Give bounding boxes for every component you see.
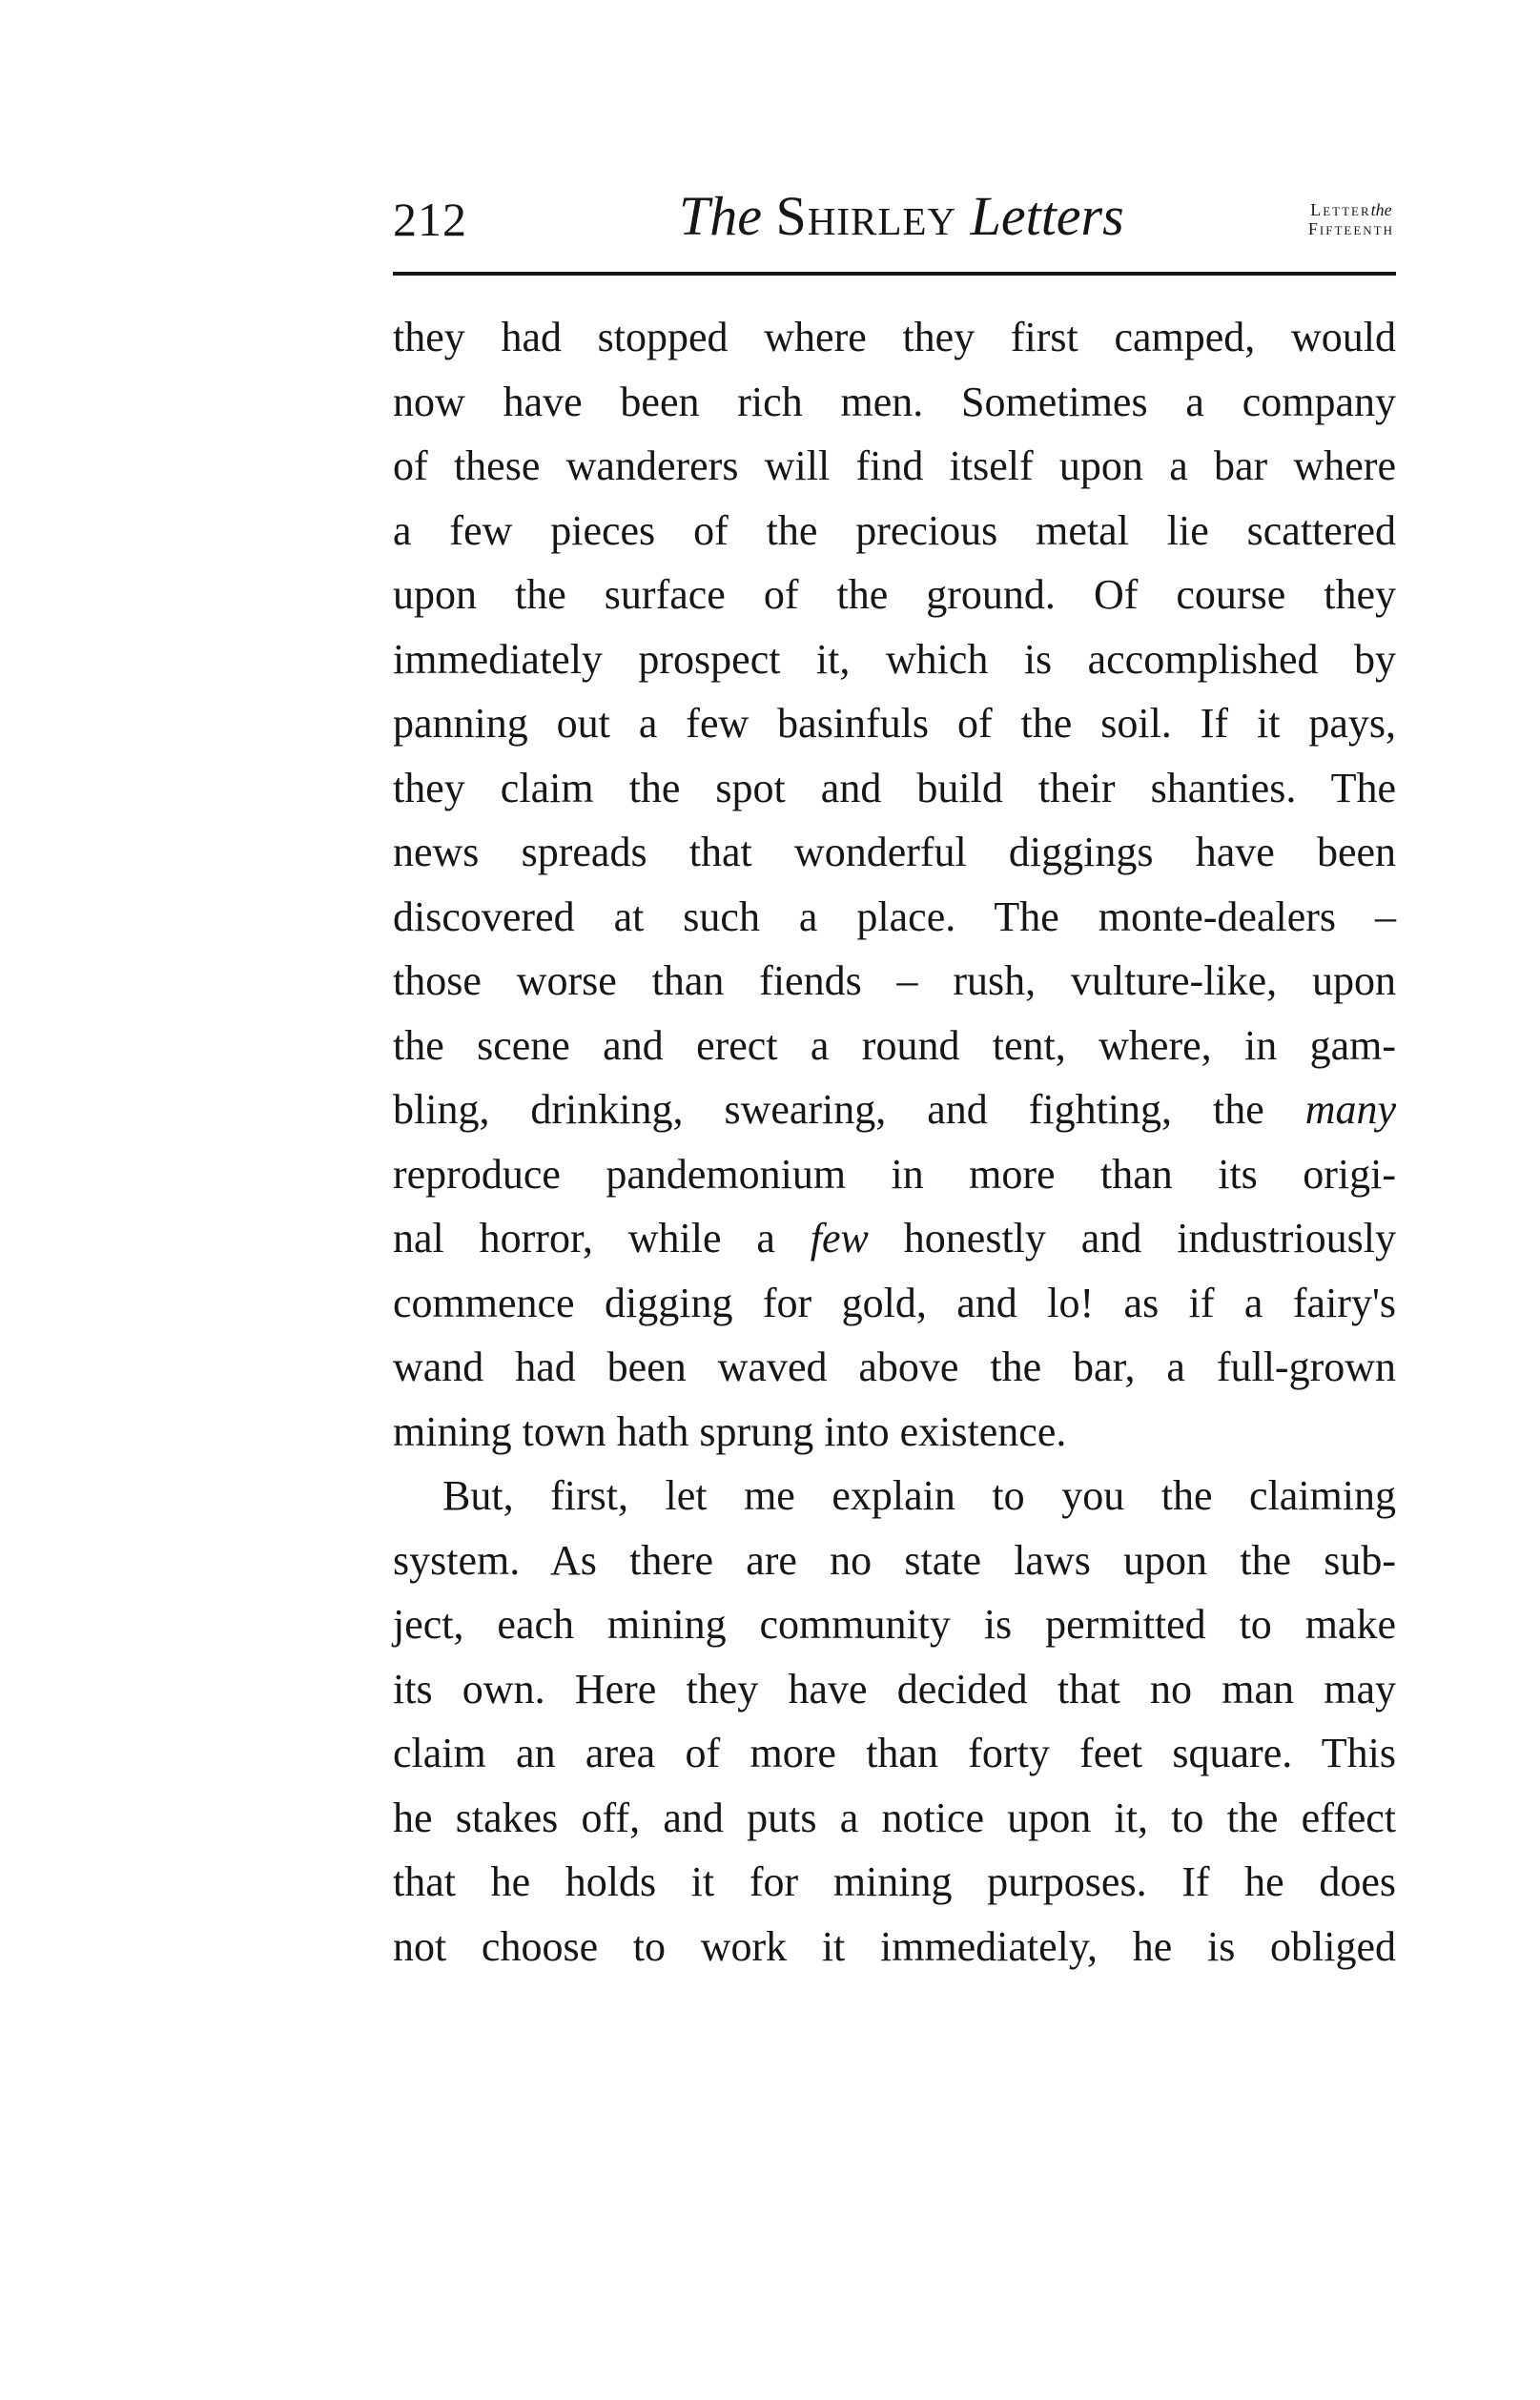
line-text: honestly and industriously <box>868 1215 1396 1262</box>
text-line <box>393 1077 1396 1142</box>
text-line: those worse than fiends – rush, vulture-like, upon <box>393 957 1396 1004</box>
paragraph-end-line: mining town hath sprung into existence. <box>393 1407 1067 1455</box>
line-text: bling, drinking, swearing, and fighting, the <box>393 1086 1305 1133</box>
text-line: now have been rich men. Sometimes a company <box>393 378 1396 425</box>
page-number: 212 <box>393 193 467 246</box>
text-line: a few pieces of the precious metal lie scattered <box>393 506 1396 554</box>
section-label <box>1308 200 1394 238</box>
body-text <box>393 305 1396 1979</box>
text-line: he stakes off, and puts a notice upon it, to the effect <box>393 1794 1396 1841</box>
section-label-line1 <box>1308 200 1394 219</box>
text-line: upon the surface of the ground. Of course they <box>393 571 1396 618</box>
text-line: news spreads that wonderful diggings have been <box>393 829 1396 875</box>
text-line: that he holds it for mining purposes. If he does <box>393 1858 1396 1905</box>
paragraph-start-line: But, first, let me explain to you the claiming <box>442 1472 1396 1519</box>
text-line: claim an area of more than forty feet square. This <box>393 1730 1396 1776</box>
header-rule <box>393 272 1396 276</box>
text-line: immediately prospect it, which is accomplished by <box>393 635 1396 683</box>
text-line: panning out a few basinfuls of the soil. If it pays, <box>393 700 1396 747</box>
text-line: not choose to work it immediately, he is obliged <box>393 1922 1396 1970</box>
title-prefix: The <box>679 185 762 247</box>
running-title <box>679 185 1124 248</box>
text-line: ject, each mining community is permitted to make <box>393 1601 1396 1648</box>
text-line: discovered at such a place. The monte-dealers – <box>393 892 1396 940</box>
text-line: reproduce pandemonium in more than its origi- <box>393 1150 1396 1198</box>
text-line: they claim the spot and build their shanties. The <box>393 764 1396 811</box>
emphasis-few: few <box>810 1215 869 1262</box>
text-line: they had stopped where they first camped, would <box>393 314 1396 360</box>
text-line: of these wanderers will find itself upon a bar where <box>393 442 1396 489</box>
title-suffix: Letters <box>970 185 1124 247</box>
emphasis-many: many <box>1304 1086 1396 1133</box>
line-text: nal horror, while a <box>393 1215 811 1262</box>
text-line: system. As there are no state laws upon the sub- <box>393 1536 1396 1584</box>
title-name: Shirley <box>775 185 957 247</box>
text-line <box>393 1206 1396 1271</box>
text-line: commence digging for gold, and lo! as if a fairy's <box>393 1279 1396 1326</box>
section-label-letter: Letter <box>1310 200 1371 219</box>
text-line: its own. Here they have decided that no man may <box>393 1665 1396 1713</box>
section-label-line2: Fifteenth <box>1307 219 1394 238</box>
section-label-the: the <box>1370 200 1392 219</box>
text-line: wand had been waved above the bar, a full-grown <box>393 1344 1396 1390</box>
text-line: the scene and erect a round tent, where, in gam- <box>393 1021 1396 1069</box>
running-header <box>393 181 1396 267</box>
